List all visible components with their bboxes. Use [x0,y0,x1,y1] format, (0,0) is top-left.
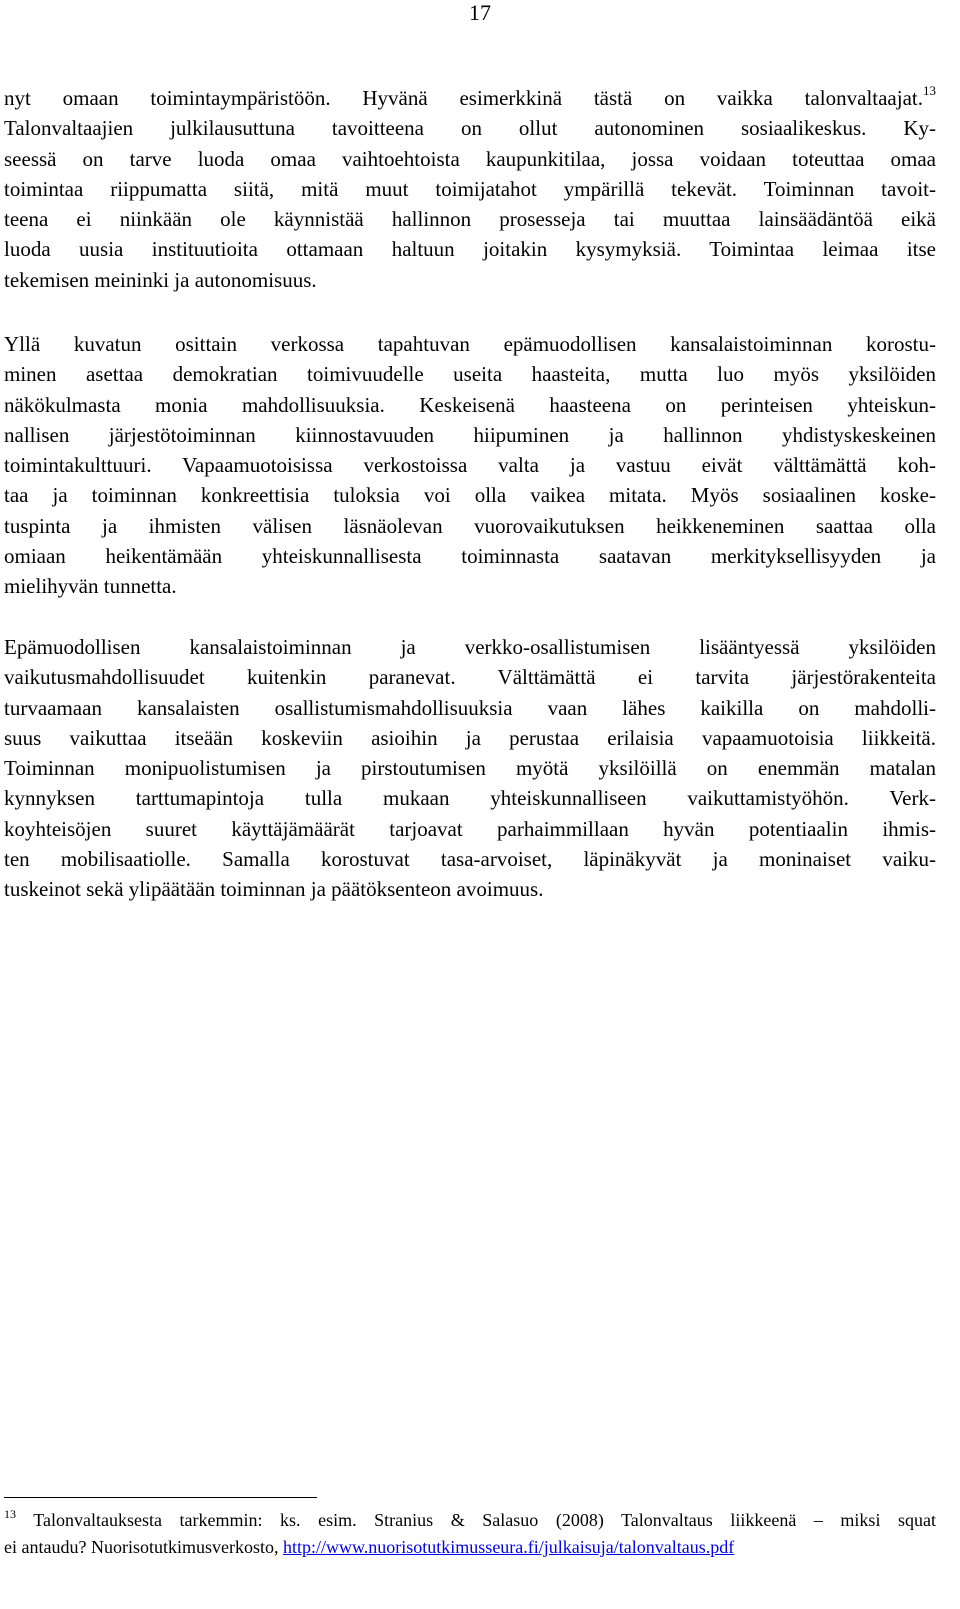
text-line: omiaan heikentämään yhteiskunnallisesta toiminnasta saatavan merkityksellisyyden ja [4,544,936,569]
text-line: Toiminnan monipuolistumisen ja pirstoutumisen myötä yksilöillä on enemmän matalan [4,756,936,781]
footnote-line: ei antaudu? Nuorisotutkimusverkosto, http://www.nuorisotutkimusseura.fi/julkaisuja/talonvaltaus.pdf [4,1537,735,1557]
text-line: tekemisen meininki ja autonomisuus. [4,267,317,292]
text-line: luoda uusia instituutioita ottamaan haltuun joitakin kysymyksiä. Toimintaa leimaa itse [4,237,936,262]
text-line: suus vaikuttaa itseään koskeviin asioihin ja perustaa erilaisia vapaamuotoisia liikkeitä. [4,725,936,750]
page-number: 17 [469,0,491,25]
footnote-link[interactable]: http://www.nuorisotutkimusseura.fi/julkaisuja/talonvaltaus.pdf [282,1537,735,1557]
paragraph-1 [4,83,936,295]
text-line: Yllä kuvatun osittain verkossa tapahtuvan epämuodollisen kansalaistoiminnan korostu- [4,332,936,356]
paragraph-3 [4,632,936,905]
paragraph-2 [4,329,936,602]
text-line: turvaamaan kansalaisten osallistumismahdollisuuksia vaan lähes kaikilla on mahdolli- [4,695,936,720]
text-line: nallisen järjestötoiminnan kiinnostavuuden hiipuminen ja hallinnon yhdistyskeskeinen [4,422,936,447]
text-line: kynnyksen tarttumapintoja tulla mukaan yhteiskunnalliseen vaikuttamistyöhön. Verk- [4,786,936,811]
text-line: teena ei niinkään ole käynnistää hallinnon prosesseja tai muuttaa lainsäädäntöä eikä [4,207,936,232]
text-line: Talonvaltaajien julkilausuttuna tavoitteena on ollut autonominen sosiaalikeskus. Ky- [4,116,936,141]
text-line: seessä on tarve luoda omaa vaihtoehtoista kaupunkitilaa, jossa voidaan toteuttaa omaa [4,146,936,171]
footnote [4,1507,936,1561]
text-line: Epämuodollisen kansalaistoiminnan ja verkko-osallistumisen lisääntyessä yksilöiden [4,635,936,659]
footnote-number: 13 [4,1507,16,1521]
text-line: taa ja toiminnan konkreettisia tuloksia voi olla vaikea mitata. Myös sosiaalinen koske- [4,483,936,508]
footnote-divider [4,1497,317,1498]
footnote-reference[interactable]: 13 [923,83,936,98]
text-line: tuspinta ja ihmisten välisen läsnäolevan vuorovaikutuksen heikkeneminen saattaa olla [4,513,936,538]
text-line: minen asettaa demokratian toimivuudelle useita haasteita, mutta luo myös yksilöiden [4,362,936,387]
text-line: mielihyvän tunnetta. [4,574,177,599]
text-line: toimintaa riippumatta siitä, mitä muut toimijatahot ympärillä tekevät. Toiminnan tavoit- [4,176,936,201]
text-line: ten mobilisaatiolle. Samalla korostuvat tasa-arvoiset, läpinäkyvät ja moninaiset vaiku- [4,847,936,872]
footnote-line: $^{13}$ Talonvaltauksesta tarkemmin: ks. esim. Stranius & Salasuo (2008) Talonvaltaus liikkeenä – miksi squat [4,1507,936,1530]
text-line: tuskeinot sekä ylipäätään toiminnan ja päätöksenteon avoimuus. [4,877,544,902]
text-line: nyt omaan toimintaympäristöön. Hyvänä esimerkkinä tästä on vaikka talonvaltaajat.$^{13}$ [4,83,936,110]
text-line: toimintakulttuuri. Vapaamuotoisissa verkostoissa valta ja vastuu eivät välttämättä koh- [4,453,936,478]
text-line: vaikutusmahdollisuudet kuitenkin paranevat. Välttämättä ei tarvita järjestörakenteita [4,665,936,690]
text-line: koyhteisöjen suuret käyttäjämäärät tarjoavat parhaimmillaan hyvän potentiaalin ihmis- [4,816,936,841]
text-line: näkökulmasta monia mahdollisuuksia. Keskeisenä haasteena on perinteisen yhteiskun- [4,392,936,417]
